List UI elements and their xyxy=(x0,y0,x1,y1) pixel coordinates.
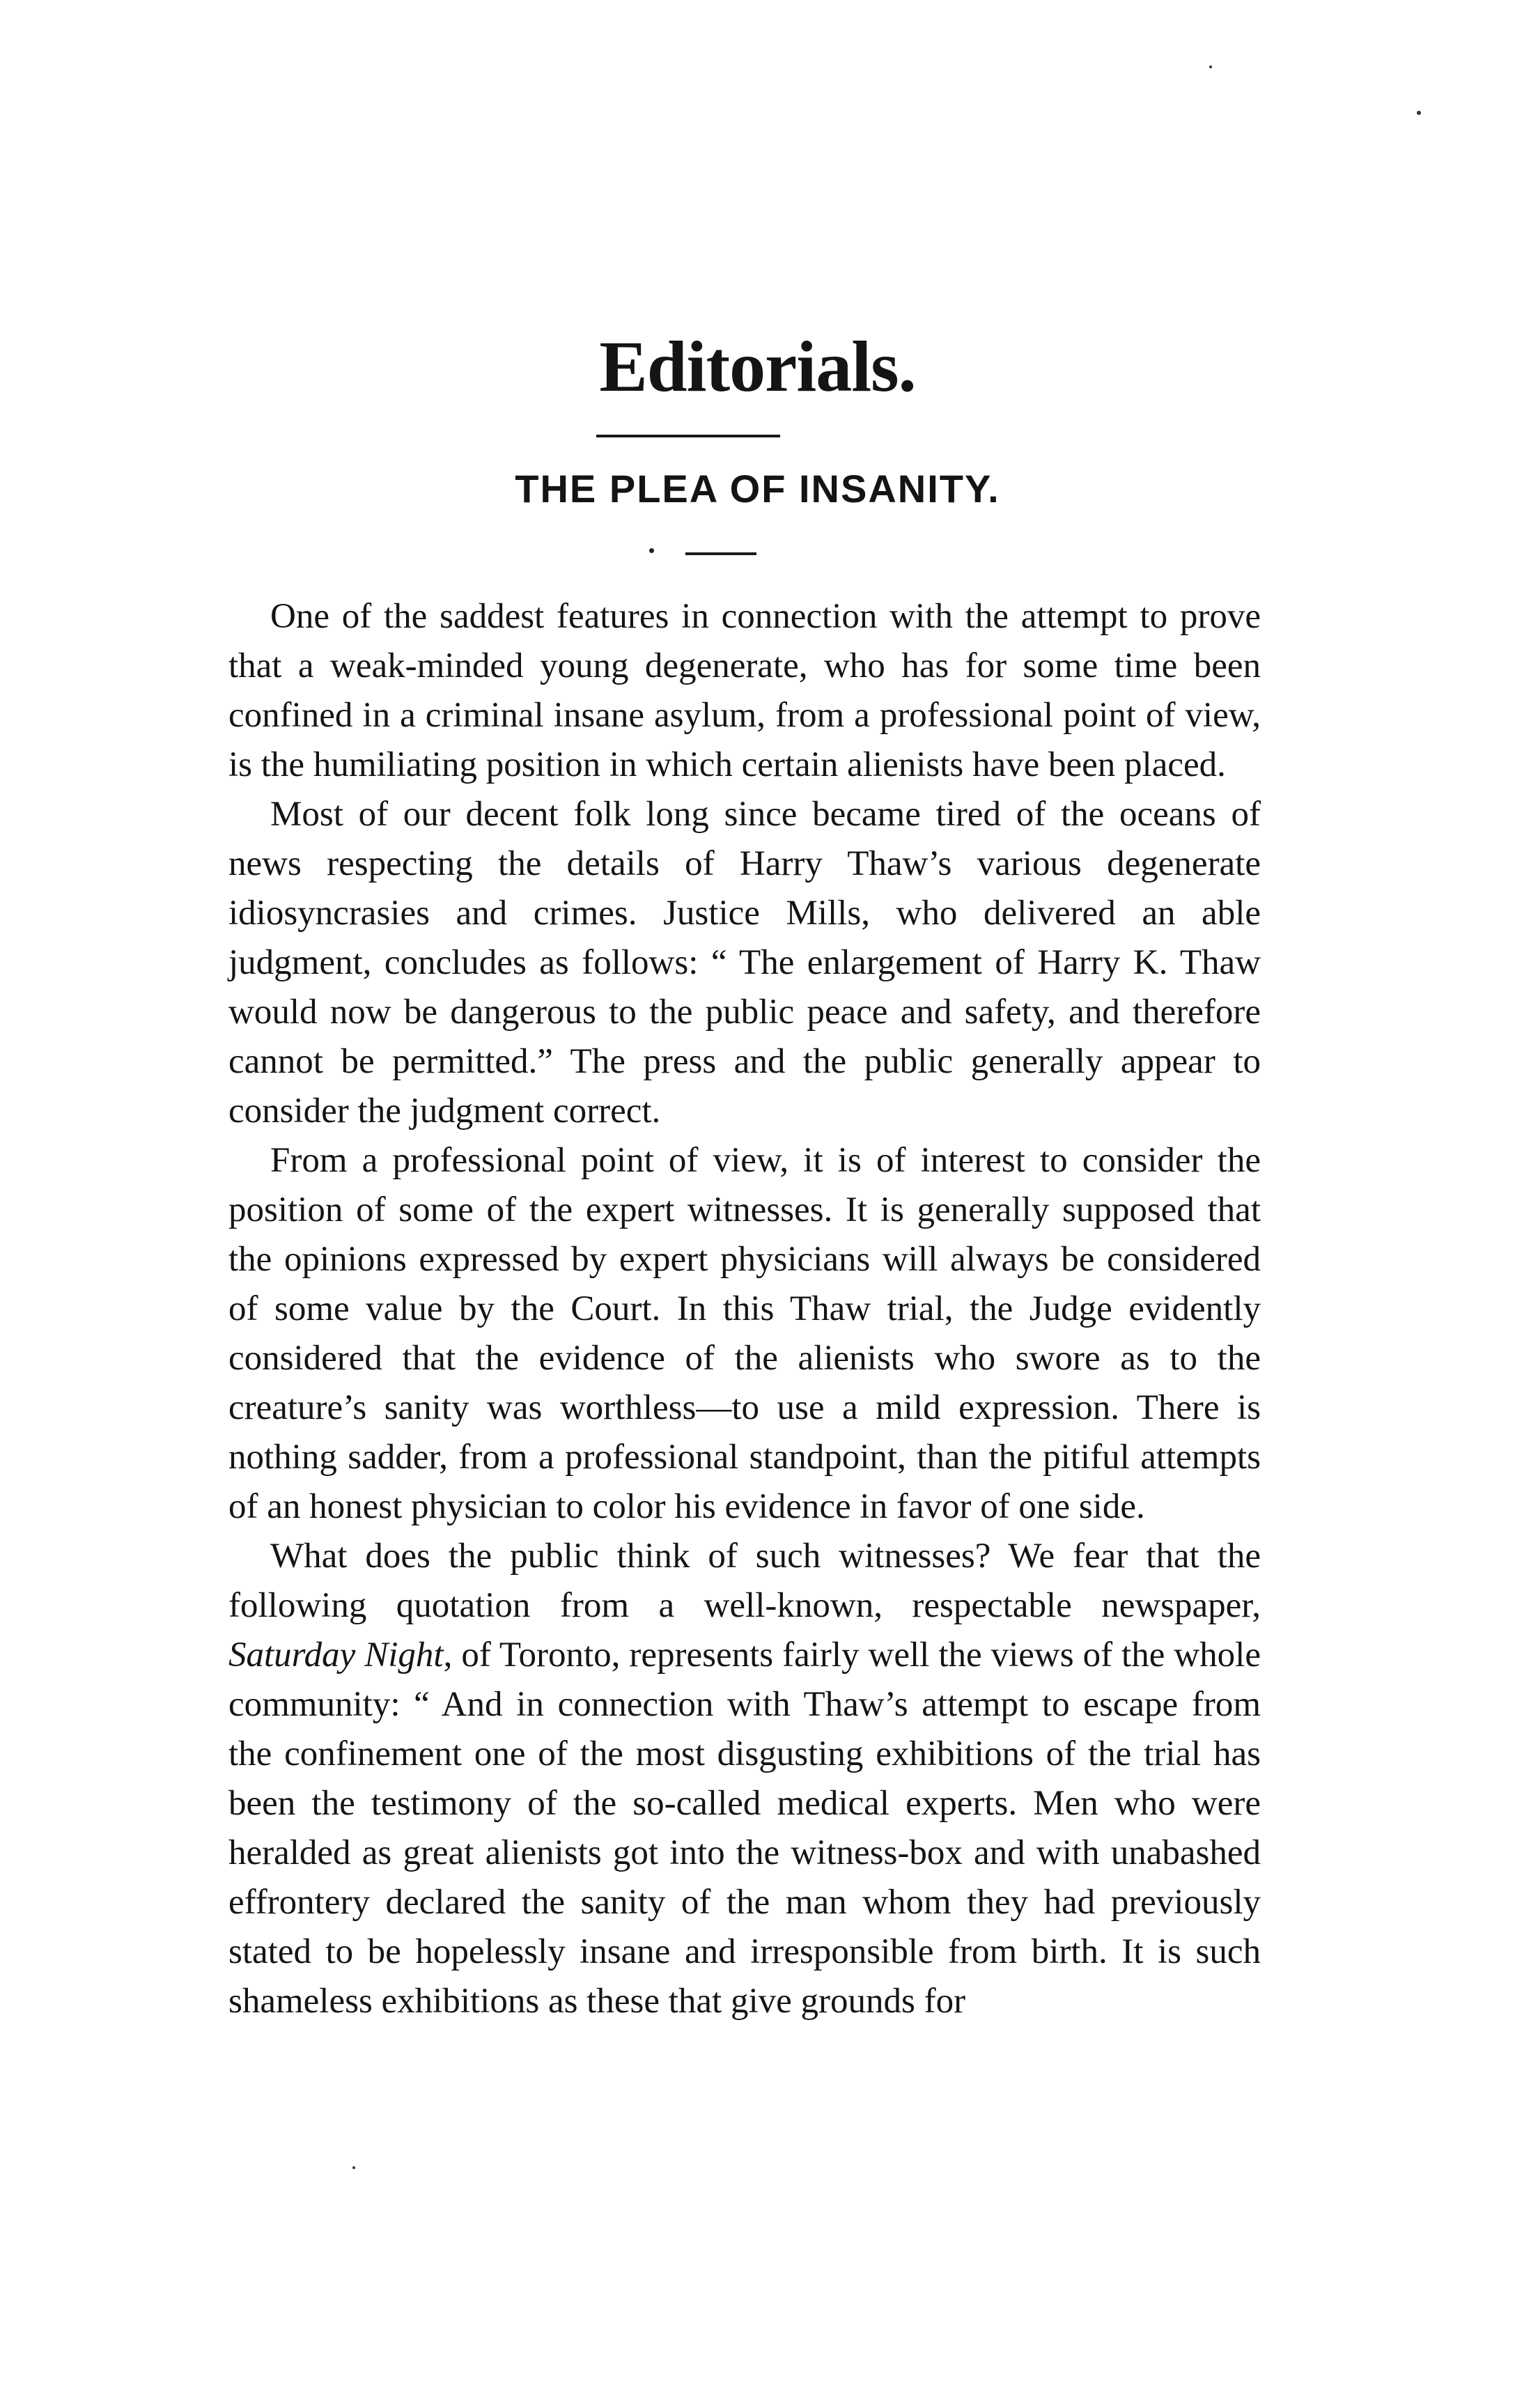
paragraph-3: From a professional point of view, it is of interest to consider the position of some of the expert witnesses. It is generally supposed that the opinions expressed by expert physicians will always be considered of some value by the Court. In this Thaw trial, the Judge evidently considered that the evidence of the alienists who swore as to the creature’s sanity was worthless—to use a mild expression. There is nothing sadder, from a professional standpoint, than the pitiful attempts of an honest physician to color his evidence in favor of one side. xyxy=(228,1141,1261,1526)
article-title: THE PLEA OF INSANITY. xyxy=(515,467,1000,511)
paragraph-4 xyxy=(228,1532,1261,2026)
print-speck xyxy=(1417,111,1421,115)
ornament-dot xyxy=(649,548,654,553)
section-title: Editorials. xyxy=(599,327,916,407)
paragraph-4-end: , of Toronto, represents fairly well the views of the whole community: “ And in connection with Thaw’s attempt to escape from the confinement one of the most disgusting exhibitions of the trial has been the testimony of the so-called medical experts. Men who were heralded as great alienists got into the witness-box and with unabashed effrontery declared the sanity of the man whom they had previously stated to be hopelessly insane and irresponsible from birth. It is such shameless exhibitions as these that give grounds for xyxy=(228,1636,1261,2021)
newspaper-name: Saturday Night xyxy=(228,1636,444,1675)
print-speck xyxy=(1209,65,1212,68)
paragraph-1: One of the saddest features in connection with the attempt to prove that a weak-minded young degenerate, who has for some time been confined in a criminal insane asylum, from a professional point of view, is the humiliating position in which certain alienists have been placed. xyxy=(228,597,1261,784)
article-body xyxy=(228,592,1261,2026)
print-speck xyxy=(352,2166,355,2169)
paragraph-4-start: What does the public think of such witnesses? We fear that the following quotation from a well-known, respectable newspaper, xyxy=(228,1537,1261,1625)
paragraph-2: Most of our decent folk long since became tired of the oceans of news respecting the details of Harry Thaw’s various degenerate idiosyncrasies and crimes. Justice Mills, who delivered an able judgment, concludes as follows: “ The enlargement of Harry K. Thaw would now be dangerous to the public peace and safety, and therefore cannot be permitted.” The press and the public generally appear to consider the judgment correct. xyxy=(228,795,1261,1131)
title-divider xyxy=(596,435,780,437)
article-divider xyxy=(685,552,756,555)
